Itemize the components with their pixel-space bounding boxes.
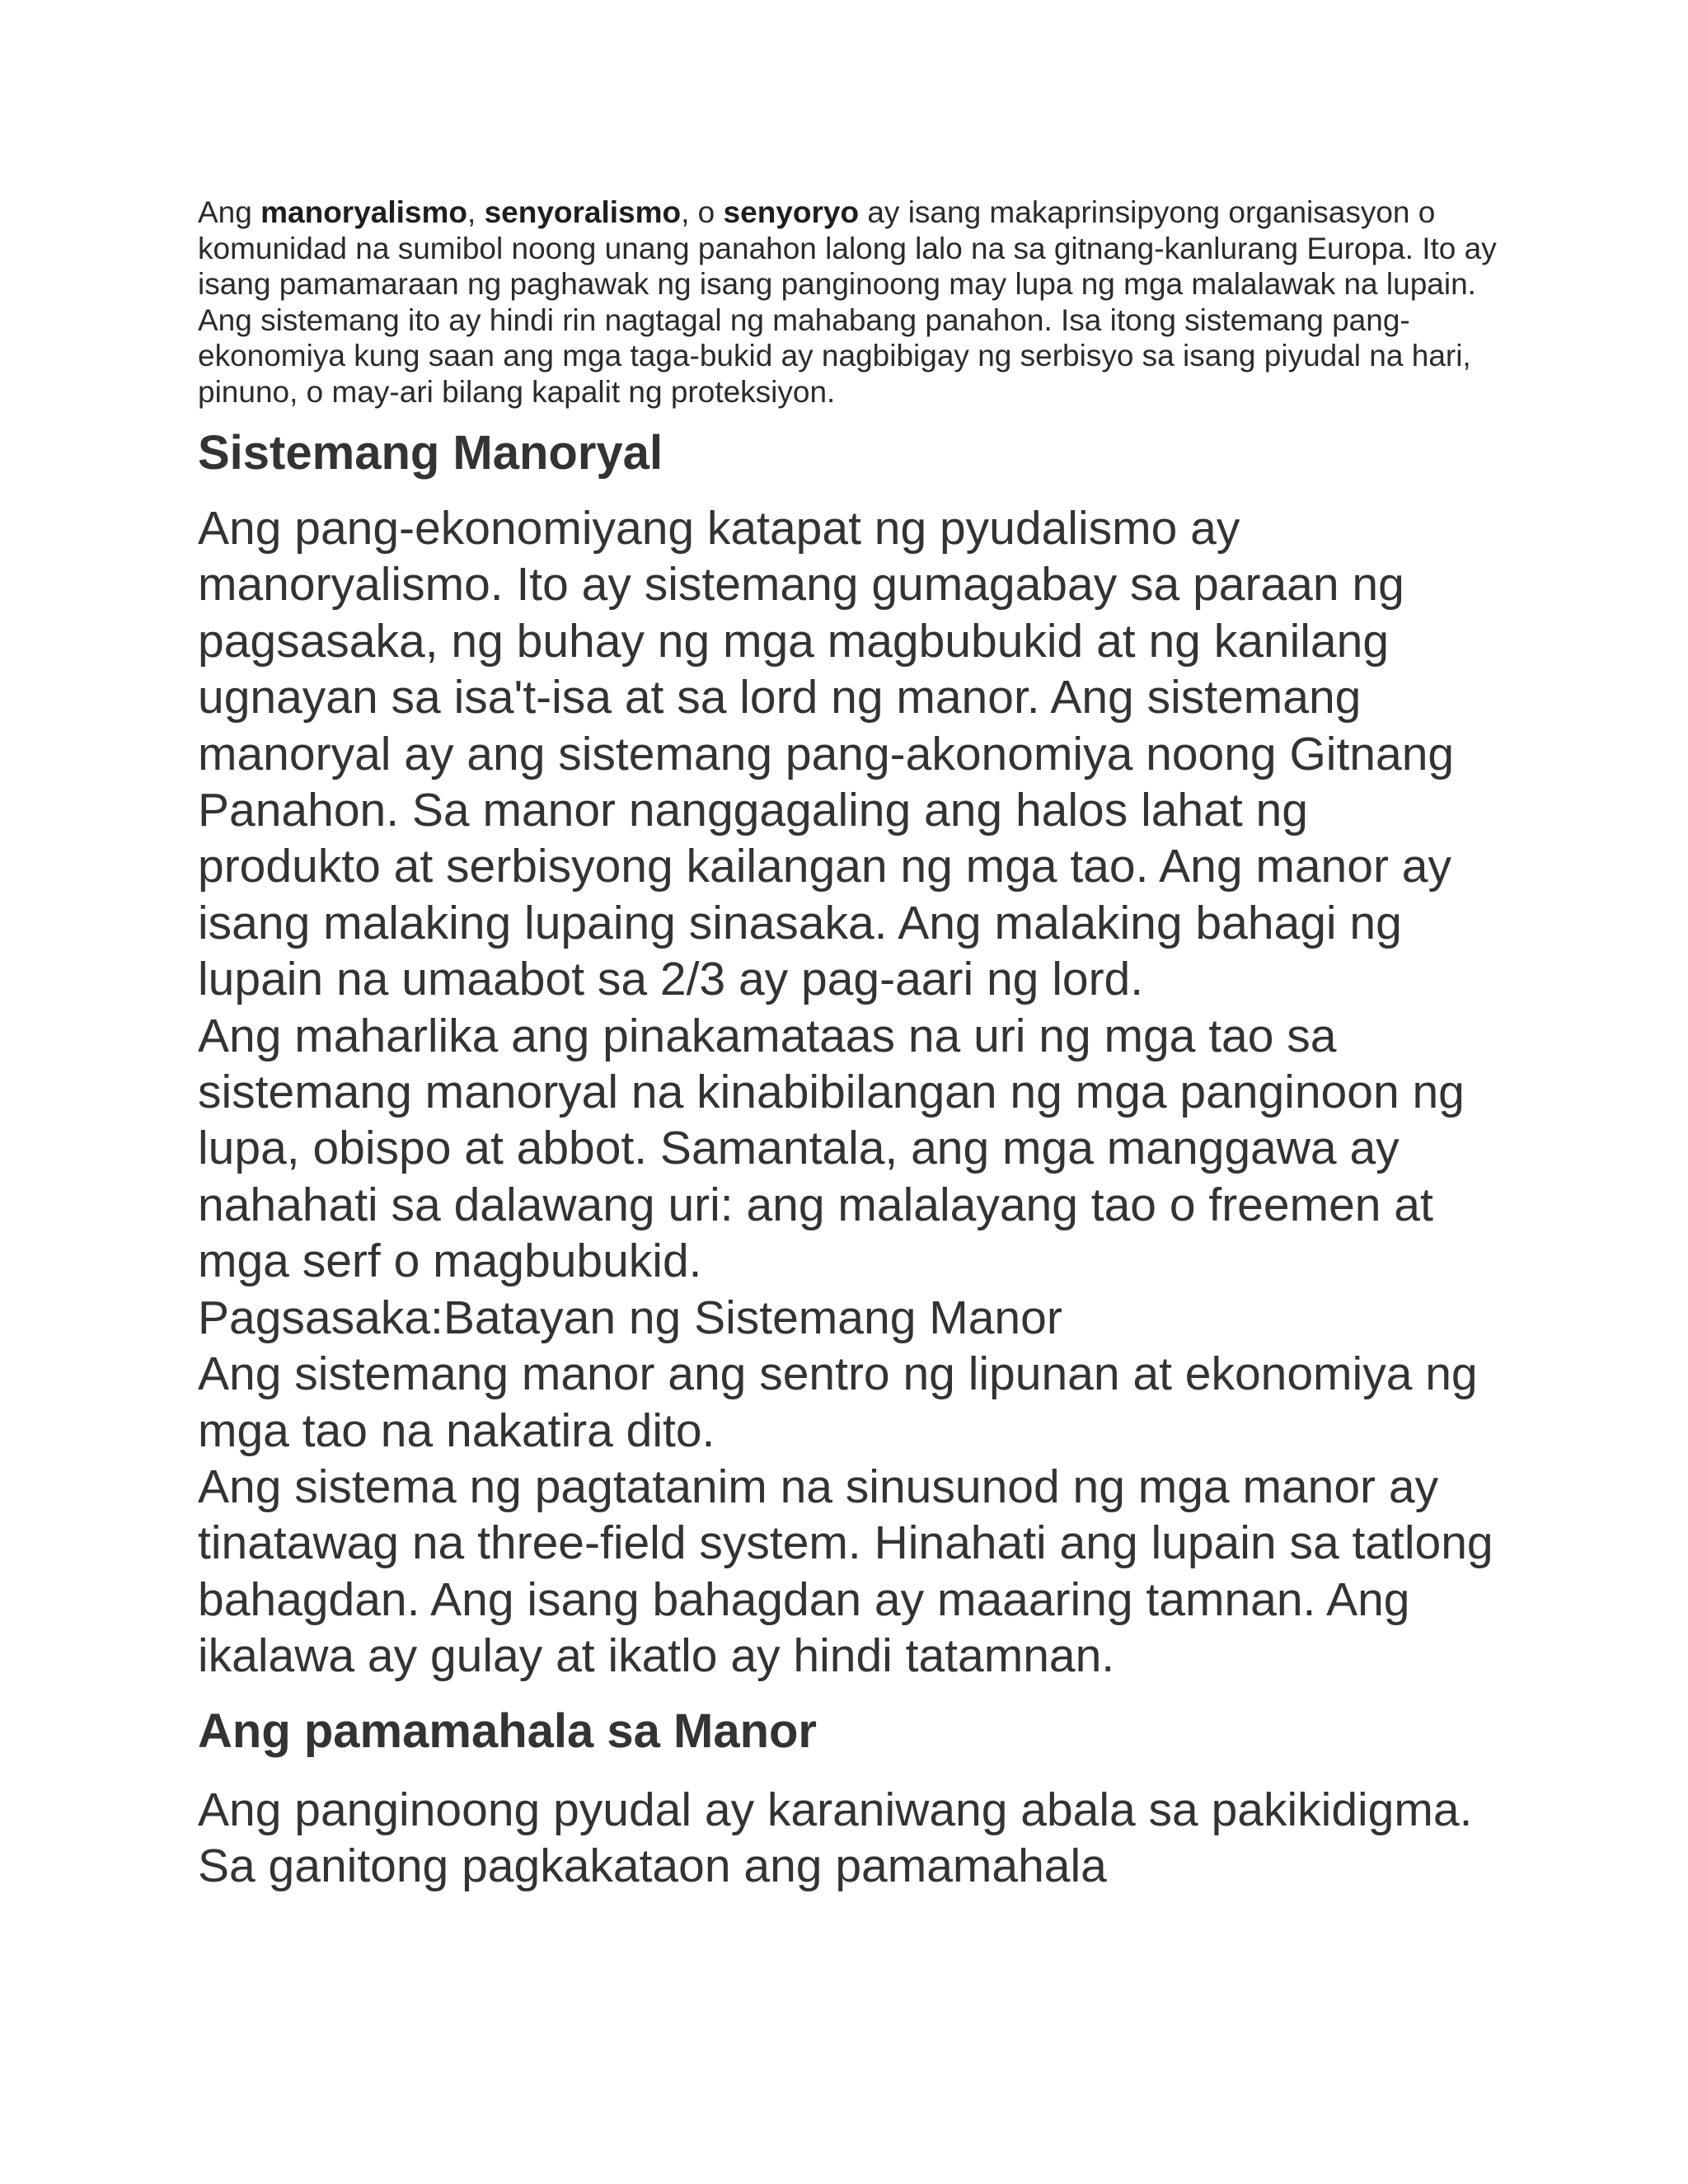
body-paragraph: Ang maharlika ang pinakamataas na uri ng mga tao sa sistemang manoryal na kinabibilangan ng mga panginoon ng lupa, obispo at abbot. Samantala, ang mga manggawa ay nahahati sa dalawang uri: ang malalayang tao o freemen at mga serf o magbubukid.	[198, 1009, 1465, 1288]
section-heading-pamamahala: Ang pamamahala sa Manor	[198, 1704, 817, 1758]
intro-text: ,	[467, 195, 485, 229]
section-heading-sistemang-manoryal: Sistemang Manoryal	[198, 426, 663, 480]
term-manoryalismo: manoryalismo	[260, 195, 467, 229]
body-paragraph: Ang panginoong pyudal ay karaniwang abala sa pakikidigma. Sa ganitong pagkakataon ang pamamahala	[198, 1783, 1473, 1892]
subheading-pagsasaka: Pagsasaka:Batayan ng Sistemang Manor	[198, 1291, 1062, 1344]
intro-text: , o	[681, 195, 724, 229]
document-page	[198, 194, 1500, 1894]
body-paragraph: Ang sistema ng pagtatanim na sinusunod ng mga manor ay tinatawag na three-field system. Hinahati ang lupain sa tatlong bahagdan. Ang isang bahagdan ay maaaring tamnan. Ang ikalawa ay gulay at ikatlo ay hindi tatamnan.	[198, 1460, 1493, 1683]
body-paragraph: Ang pang-ekonomiyang katapat ng pyudalismo ay manoryalismo. Ito ay sistemang gumagabay sa paraan ng pagsasaka, ng buhay ng mga magbubukid at ng kanilang ugnayan sa isa't-isa at sa lord ng manor. Ang sistemang manoryal ay ang sistemang pang-akonomiya noong Gitnang Panahon. Sa manor nanggagaling ang halos lahat ng produkto at serbisyong kailangan ng mga tao. Ang manor ay isang malaking lupaing sinasaka. Ang malaking bahagi ng lupain na umaabot sa 2/3 ay pag-aari ng lord.	[198, 502, 1455, 1006]
intro-text: Ang	[198, 195, 261, 229]
body-paragraph: Ang sistemang manor ang sentro ng lipunan at ekonomiya ng mga tao na nakatira dito.	[198, 1347, 1478, 1457]
term-senyoralismo: senyoralismo	[484, 195, 682, 229]
term-senyoryo: senyoryo	[723, 195, 860, 229]
intro-text: ay isang makaprinsipyong organisasyon o komunidad na sumibol noong unang panahon lalong lalo na sa gitnang-kanlurang Europa. Ito ay isang pamamaraan ng paghawak ng isang panginoong may lupa ng mga malalawak na lupain. Ang sistemang ito ay hindi rin nagtagal ng mahabang panahon. Isa itong sistemang pang-ekonomiya kung saan ang mga taga-bukid ay nagbibigay ng serbisyo sa isang piyudal na hari, pinuno, o may-ari bilang kapalit ng proteksiyon.	[198, 195, 1497, 409]
intro-paragraph	[198, 194, 1500, 410]
